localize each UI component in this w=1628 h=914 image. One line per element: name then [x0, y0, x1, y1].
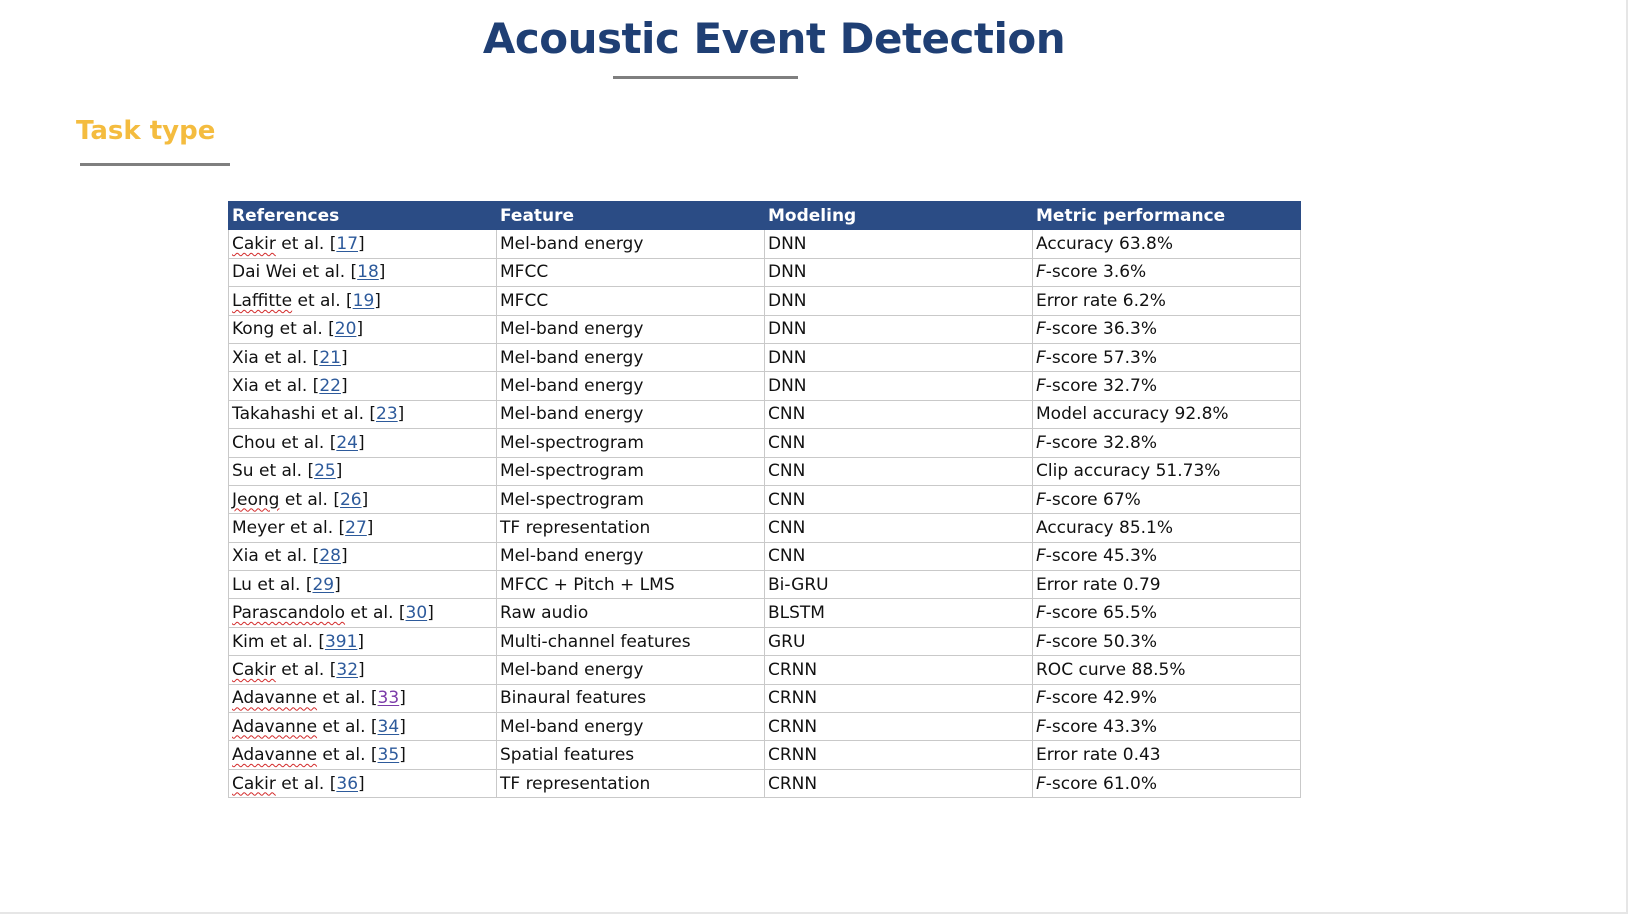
page-title: Acoustic Event Detection — [482, 14, 1066, 63]
author-name: Chou — [232, 432, 276, 453]
section-heading: Task type — [76, 116, 216, 146]
author-name: Cakir — [232, 773, 276, 794]
metric-text: -score 67% — [1045, 489, 1141, 510]
metric-italic-prefix: F — [1036, 319, 1046, 340]
citation-close: ] — [340, 347, 348, 368]
citation-prefix: et al. [ — [317, 716, 378, 737]
cell-reference — [229, 230, 497, 258]
cell-modeling: CRNN — [765, 656, 1033, 684]
cell-modeling: CNN — [765, 514, 1033, 542]
cell-metric — [1033, 599, 1301, 627]
citation-link[interactable]: 21 — [319, 347, 341, 368]
metric-text: -score 32.8% — [1045, 432, 1158, 453]
citation-close: ] — [334, 574, 341, 595]
citation-close: ] — [366, 517, 374, 538]
cell-metric — [1033, 514, 1301, 542]
cell-modeling: CRNN — [765, 684, 1033, 712]
citation-close: ] — [340, 376, 348, 397]
citation-link[interactable]: 20 — [334, 319, 357, 340]
metric-text: Model accuracy 92.8% — [1036, 404, 1229, 425]
cell-reference — [229, 372, 497, 400]
cell-feature: Mel-band energy — [497, 315, 765, 343]
author-name: Parascandolo — [232, 603, 346, 624]
metric-text: -score 65.5% — [1045, 603, 1158, 624]
metric-italic-prefix: F — [1036, 603, 1046, 624]
cell-feature: TF representation — [497, 514, 765, 542]
citation-prefix: et al. [ — [296, 262, 358, 283]
cell-metric — [1033, 769, 1301, 797]
citation-close: ] — [374, 290, 381, 311]
cell-feature: Mel-band energy — [497, 372, 765, 400]
cell-modeling: CNN — [765, 485, 1033, 513]
cell-reference — [229, 627, 497, 655]
table-row — [229, 656, 1301, 684]
citation-close: ] — [357, 432, 365, 453]
metric-text: -score 3.6% — [1045, 262, 1147, 283]
metric-text: -score 42.9% — [1045, 688, 1158, 709]
author-name: Xia — [232, 546, 259, 567]
author-name: Xia — [232, 376, 259, 397]
citation-prefix: et al. [ — [284, 517, 346, 538]
metric-text: ROC curve 88.5% — [1036, 659, 1186, 680]
author-name: Cakir — [232, 659, 276, 680]
table-row — [229, 457, 1301, 485]
cell-metric — [1033, 485, 1301, 513]
cell-feature: MFCC + Pitch + LMS — [497, 571, 765, 599]
table-row — [229, 542, 1301, 570]
cell-metric — [1033, 542, 1301, 570]
cell-feature: Mel-band energy — [497, 542, 765, 570]
citation-prefix: et al. [ — [275, 659, 337, 680]
citation-prefix: et al. [ — [258, 376, 320, 397]
cell-modeling: DNN — [765, 258, 1033, 286]
cell-modeling: DNN — [765, 343, 1033, 371]
citation-prefix: et al. [ — [274, 319, 335, 340]
citation-link[interactable]: 24 — [336, 432, 358, 453]
cell-metric — [1033, 258, 1301, 286]
metric-text: Error rate 0.79 — [1036, 574, 1161, 595]
citation-prefix: et al. [ — [345, 603, 406, 624]
cell-reference — [229, 315, 497, 343]
metric-text: -score 61.0% — [1045, 773, 1158, 794]
cell-reference — [229, 287, 497, 315]
cell-feature: TF representation — [497, 769, 765, 797]
table-row — [229, 287, 1301, 315]
author-name: Xia — [232, 347, 259, 368]
table-row — [229, 343, 1301, 371]
cell-modeling: CNN — [765, 400, 1033, 428]
cell-feature: Raw audio — [497, 599, 765, 627]
author-name: Takahashi — [232, 404, 316, 425]
cell-reference — [229, 769, 497, 797]
citation-link[interactable]: 26 — [339, 489, 362, 510]
cell-metric — [1033, 713, 1301, 741]
citation-link[interactable]: 18 — [357, 262, 379, 283]
metric-italic-prefix: F — [1036, 773, 1046, 794]
citation-link[interactable]: 23 — [376, 404, 398, 425]
metric-text: Accuracy 85.1% — [1036, 517, 1174, 538]
cell-modeling: CNN — [765, 429, 1033, 457]
table-row — [229, 599, 1301, 627]
metric-text: -score 50.3% — [1045, 631, 1158, 652]
table-body — [229, 230, 1301, 798]
cell-reference — [229, 258, 497, 286]
author-name: Adavanne — [232, 745, 318, 766]
cell-modeling: DNN — [765, 287, 1033, 315]
cell-reference — [229, 542, 497, 570]
citation-close: ] — [399, 688, 406, 709]
cell-metric — [1033, 400, 1301, 428]
section-underline — [80, 163, 230, 166]
author-name: Meyer — [232, 517, 285, 538]
cell-metric — [1033, 627, 1301, 655]
citation-link[interactable]: 22 — [319, 376, 341, 397]
cell-feature: Mel-spectrogram — [497, 457, 765, 485]
cell-reference — [229, 571, 497, 599]
metric-italic-prefix: F — [1036, 546, 1046, 567]
cell-modeling: CNN — [765, 542, 1033, 570]
citation-link[interactable]: 36 — [336, 773, 359, 794]
citation-prefix: et al. [ — [279, 489, 340, 510]
cell-modeling: Bi-GRU — [765, 571, 1033, 599]
citation-prefix: et al. [ — [258, 546, 320, 567]
citation-close: ] — [397, 404, 405, 425]
metric-text: Error rate 6.2% — [1036, 290, 1166, 311]
citation-prefix: et al. [ — [317, 745, 378, 766]
references-table — [228, 201, 1301, 798]
author-name: Dai Wei — [232, 262, 297, 283]
citation-link[interactable]: 391 — [324, 631, 358, 652]
cell-reference — [229, 485, 497, 513]
cell-metric — [1033, 315, 1301, 343]
cell-metric — [1033, 457, 1301, 485]
citation-link[interactable]: 35 — [377, 745, 400, 766]
cell-metric — [1033, 343, 1301, 371]
cell-metric — [1033, 656, 1301, 684]
header-metric-performance: Metric performance — [1033, 202, 1301, 230]
citation-prefix: et al. [ — [275, 234, 337, 255]
author-name: Lu — [232, 574, 252, 595]
cell-feature: Mel-spectrogram — [497, 429, 765, 457]
cell-modeling: CNN — [765, 457, 1033, 485]
cell-reference — [229, 741, 497, 769]
table-header-row — [229, 202, 1301, 230]
metric-italic-prefix: F — [1036, 688, 1046, 709]
citation-prefix: et al. [ — [275, 773, 337, 794]
citation-prefix: et al. [ — [258, 347, 320, 368]
header-references: References — [229, 202, 497, 230]
table-row — [229, 258, 1301, 286]
metric-text: -score 32.7% — [1045, 376, 1158, 397]
citation-prefix: et al. [ — [253, 461, 315, 482]
citation-link[interactable]: 32 — [336, 659, 359, 680]
author-name: Kim — [232, 631, 265, 652]
table-row — [229, 514, 1301, 542]
metric-text: -score 43.3% — [1045, 716, 1158, 737]
table-row — [229, 571, 1301, 599]
cell-feature: Mel-spectrogram — [497, 485, 765, 513]
citation-prefix: et al. [ — [275, 432, 337, 453]
table-row — [229, 713, 1301, 741]
metric-text: -score 57.3% — [1045, 347, 1158, 368]
citation-prefix: et al. [ — [264, 631, 325, 652]
cell-feature: Binaural features — [497, 684, 765, 712]
table-row — [229, 627, 1301, 655]
table-row — [229, 684, 1301, 712]
citation-prefix: et al. [ — [292, 290, 353, 311]
cell-modeling: BLSTM — [765, 599, 1033, 627]
author-name: Adavanne — [232, 688, 318, 709]
cell-modeling: GRU — [765, 627, 1033, 655]
author-name: Kong — [232, 319, 275, 340]
cell-feature: Spatial features — [497, 741, 765, 769]
metric-text: Error rate 0.43 — [1036, 745, 1161, 766]
cell-metric — [1033, 741, 1301, 769]
citation-link[interactable]: 27 — [345, 517, 367, 538]
cell-reference — [229, 599, 497, 627]
metric-text: -score 36.3% — [1045, 319, 1158, 340]
cell-feature: Multi-channel features — [497, 627, 765, 655]
metric-italic-prefix: F — [1036, 716, 1046, 737]
cell-feature: MFCC — [497, 287, 765, 315]
citation-close: ] — [335, 461, 343, 482]
citation-close: ] — [356, 319, 364, 340]
author-name: Laffitte — [232, 290, 293, 311]
citation-close: ] — [361, 489, 369, 510]
author-name: Adavanne — [232, 716, 318, 737]
author-name: Cakir — [232, 234, 276, 255]
citation-close: ] — [399, 716, 406, 737]
cell-modeling: CRNN — [765, 769, 1033, 797]
cell-reference — [229, 713, 497, 741]
table-row — [229, 230, 1301, 258]
table-row — [229, 485, 1301, 513]
cell-feature: Mel-band energy — [497, 230, 765, 258]
metric-italic-prefix: F — [1036, 489, 1046, 510]
citation-link[interactable]: 19 — [352, 290, 375, 311]
citation-close: ] — [357, 631, 365, 652]
cell-reference — [229, 514, 497, 542]
citation-close: ] — [378, 262, 386, 283]
metric-text: Clip accuracy 51.73% — [1036, 461, 1221, 482]
metric-italic-prefix: F — [1036, 376, 1046, 397]
cell-feature: Mel-band energy — [497, 400, 765, 428]
cell-metric — [1033, 429, 1301, 457]
cell-feature: Mel-band energy — [497, 343, 765, 371]
table-row — [229, 769, 1301, 797]
cell-reference — [229, 429, 497, 457]
cell-metric — [1033, 230, 1301, 258]
cell-reference — [229, 684, 497, 712]
citation-link[interactable]: 17 — [336, 234, 359, 255]
citation-link[interactable]: 33 — [377, 688, 400, 709]
header-feature: Feature — [497, 202, 765, 230]
cell-feature: Mel-band energy — [497, 656, 765, 684]
cell-metric — [1033, 372, 1301, 400]
cell-modeling: DNN — [765, 230, 1033, 258]
citation-close: ] — [427, 603, 434, 624]
cell-metric — [1033, 287, 1301, 315]
citation-link[interactable]: 28 — [319, 546, 341, 567]
header-modeling: Modeling — [765, 202, 1033, 230]
citation-link[interactable]: 30 — [405, 603, 428, 624]
citation-prefix: et al. [ — [315, 404, 377, 425]
metric-text: Accuracy 63.8% — [1036, 234, 1174, 255]
cell-feature: Mel-band energy — [497, 713, 765, 741]
cell-modeling: CRNN — [765, 741, 1033, 769]
citation-link[interactable]: 34 — [377, 716, 400, 737]
cell-modeling: DNN — [765, 372, 1033, 400]
cell-reference — [229, 343, 497, 371]
cell-reference — [229, 457, 497, 485]
cell-metric — [1033, 571, 1301, 599]
citation-close: ] — [358, 234, 365, 255]
citation-close: ] — [399, 745, 406, 766]
metric-italic-prefix: F — [1036, 432, 1046, 453]
metric-italic-prefix: F — [1036, 262, 1046, 283]
citation-close: ] — [340, 546, 348, 567]
citation-close: ] — [358, 659, 365, 680]
author-name: Jeong — [232, 489, 280, 510]
metric-italic-prefix: F — [1036, 347, 1046, 368]
table-row — [229, 741, 1301, 769]
cell-reference — [229, 400, 497, 428]
cell-reference — [229, 656, 497, 684]
cell-metric — [1033, 684, 1301, 712]
citation-link[interactable]: 29 — [312, 574, 335, 595]
table-row — [229, 400, 1301, 428]
table-row — [229, 372, 1301, 400]
author-name: Su — [232, 461, 254, 482]
cell-modeling: DNN — [765, 315, 1033, 343]
title-underline — [613, 76, 798, 79]
cell-feature: MFCC — [497, 258, 765, 286]
metric-italic-prefix: F — [1036, 631, 1046, 652]
metric-text: -score 45.3% — [1045, 546, 1158, 567]
citation-close: ] — [358, 773, 365, 794]
table-row — [229, 315, 1301, 343]
citation-prefix: et al. [ — [251, 574, 313, 595]
citation-prefix: et al. [ — [317, 688, 378, 709]
citation-link[interactable]: 25 — [314, 461, 336, 482]
cell-modeling: CRNN — [765, 713, 1033, 741]
table-row — [229, 429, 1301, 457]
